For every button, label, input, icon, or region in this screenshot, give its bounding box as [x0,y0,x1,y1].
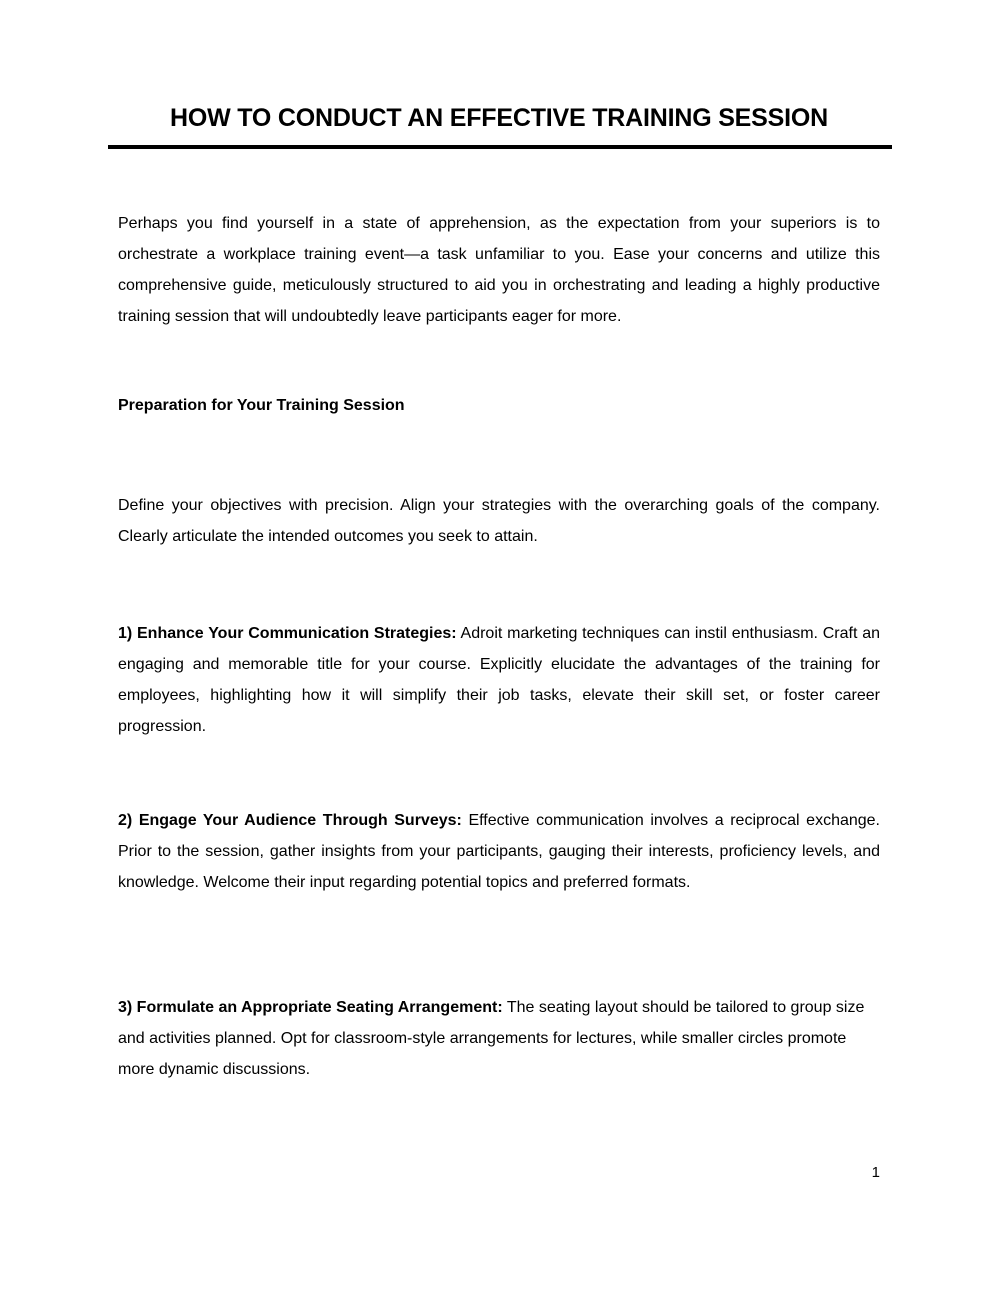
numbered-item-1 [118,618,880,742]
objectives-paragraph: Define your objectives with precision. Align your strategies with the overarching goals of the company. Clearly articulate the intended outcomes you seek to attain. [118,497,880,545]
numbered-item-2-body: Effective communication involves a reciprocal exchange. Prior to the session, gather insights from your participants, gauging their interests, proficiency levels, and knowledge. Welcome their input regarding potential topics and preferred formats. [118,812,881,891]
intro-paragraph: Perhaps you find yourself in a state of apprehension, as the expectation from your superiors is to orchestrate a workplace training event—a task unfamiliar to you. Ease your concerns and utilize this comprehensive guide, meticulously structured to aid you in orchestrating and leading a highly productive training session that will undoubtedly leave participants eager for more. [118,215,880,325]
numbered-item-2 [118,805,880,898]
numbered-item-3 [118,992,880,1085]
numbered-item-1-body: Adroit marketing techniques can instil enthusiasm. Craft an engaging and memorable title for your course. Explicitly elucidate the advantages of the training for employees, highlighting how it will simplify their job tasks, elevate their skill set, or foster career progression. [118,625,881,735]
numbered-item-3-body: The seating layout should be tailored to group size and activities planned. Opt for classroom-style arrangements for lectures, while smaller circles promote more dynamic discussions. [118,999,865,1078]
numbered-item-1-lead: 1) Enhance Your Communication Strategies: [118,625,457,642]
title-divider [108,145,892,149]
numbered-item-3-lead: 3) Formulate an Appropriate Seating Arrangement: [118,999,503,1016]
page-number: 1 [871,1164,880,1181]
section-heading-preparation: Preparation for Your Training Session [118,397,405,414]
page-title: HOW TO CONDUCT AN EFFECTIVE TRAINING SESSION [170,104,828,132]
numbered-item-2-lead: 2) Engage Your Audience Through Surveys: [118,812,462,829]
